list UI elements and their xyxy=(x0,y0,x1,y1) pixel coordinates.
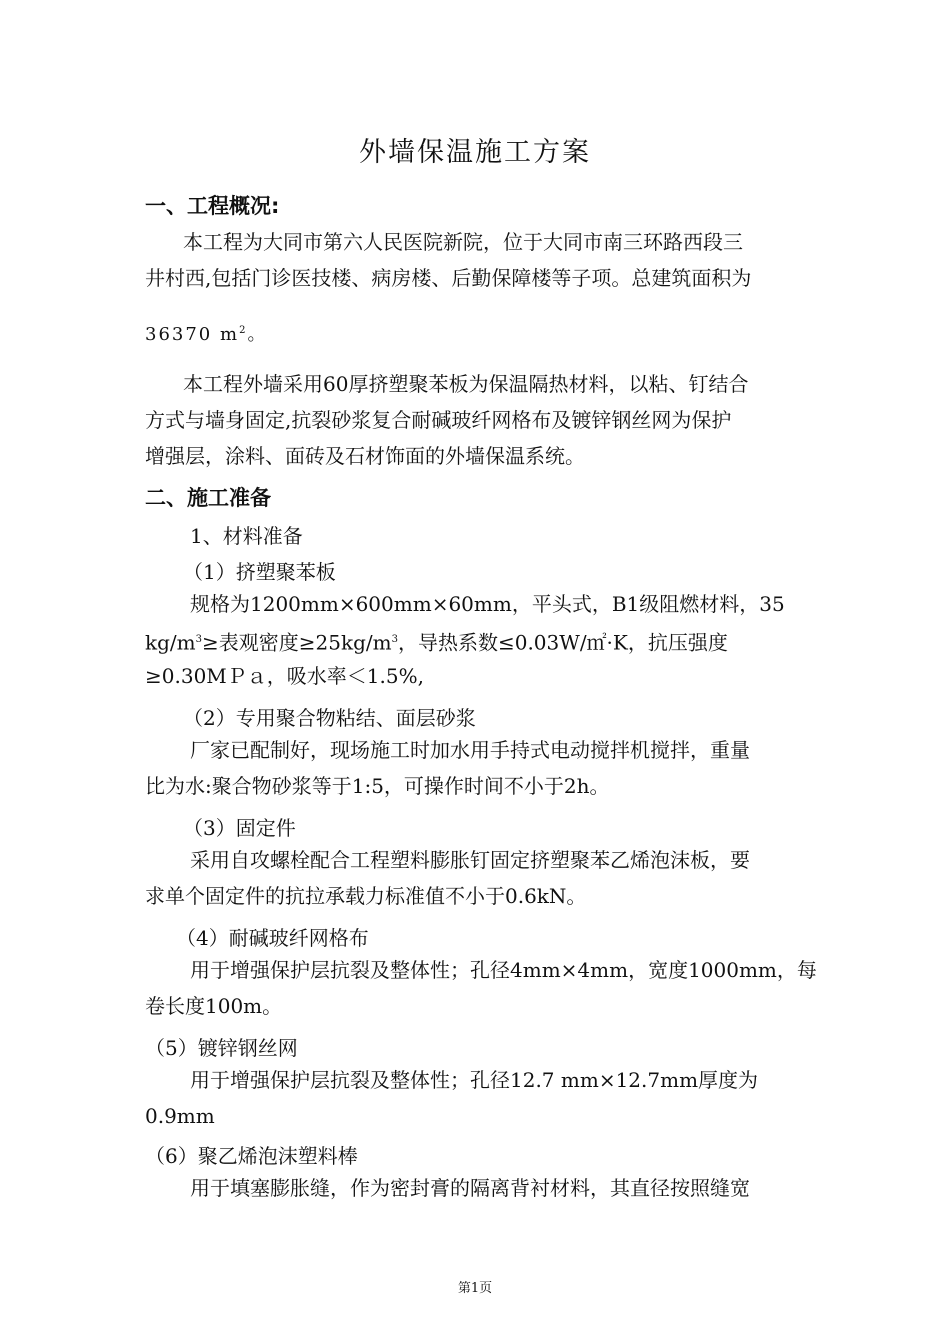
area-unit-exponent: 2 xyxy=(239,325,248,336)
area-value: 36370 m xyxy=(145,324,240,345)
exponent: 3 xyxy=(391,634,398,645)
text-fragment: kg/m xyxy=(145,630,196,655)
paragraph-line-density xyxy=(145,622,728,661)
paragraph-line: 比为水:聚合物砂浆等于1:5，可操作时间不小于2h。 xyxy=(145,774,610,798)
item-title: （4）耐碱玻纤网格布 xyxy=(176,926,369,950)
paragraph-line-area xyxy=(145,313,267,353)
page-number: 第1页 xyxy=(457,1281,493,1296)
paragraph-line: 增强层，涂料、面砖及石材饰面的外墙保温系统。 xyxy=(145,444,585,468)
paragraph-line: 规格为1200mm×600mm×60mm，平头式，B1级阻燃材料，35 xyxy=(190,592,785,616)
item-title: （6）聚乙烯泡沫塑料棒 xyxy=(145,1144,358,1168)
paragraph-line: 采用自攻螺栓配合工程塑料膨胀钉固定挤塑聚苯乙烯泡沫板，要 xyxy=(190,848,750,872)
subheading-materials: 1、材料准备 xyxy=(190,524,303,548)
paragraph-line: 本工程外墙采用60厚挤塑聚苯板为保温隔热材料，以粘、钉结合 xyxy=(183,372,749,396)
paragraph-line: 卷长度100m。 xyxy=(145,994,283,1018)
text-fragment: ，导热系数≤0.03W/㎡·K，抗压强度 xyxy=(397,630,728,655)
paragraph-line: 求单个固定件的抗拉承载力标准值不小于0.6kN。 xyxy=(145,884,587,908)
section-heading-preparation: 二、施工准备 xyxy=(145,486,271,510)
paragraph-line: 用于增强保护层抗裂及整体性；孔径4mm×4mm，宽度1000mm，每 xyxy=(190,958,817,982)
section-heading-overview: 一、工程概况: xyxy=(145,194,280,218)
item-title: （5）镀锌钢丝网 xyxy=(145,1036,298,1060)
paragraph-line: 用于增强保护层抗裂及整体性；孔径12.7 mm×12.7mm厚度为 xyxy=(190,1068,759,1092)
paragraph-line: 井村西,包括门诊医技楼、病房楼、后勤保障楼等子项。总建筑面积为 xyxy=(145,266,752,290)
paragraph-line: ≥0.30MＰａ，吸水率＜1.5%, xyxy=(145,664,424,688)
item-title: （1）挤塑聚苯板 xyxy=(183,560,336,584)
paragraph-line: 0.9mm xyxy=(145,1104,215,1128)
paragraph-line: 本工程为大同市第六人民医院新院，位于大同市南三环路西段三 xyxy=(183,230,743,254)
paragraph-line: 用于填塞膨胀缝，作为密封膏的隔离背衬材料，其直径按照缝宽 xyxy=(190,1176,750,1200)
item-title: （3）固定件 xyxy=(183,816,296,840)
paragraph-line: 方式与墙身固定,抗裂砂浆复合耐碱玻纤网格布及镀锌钢丝网为保护 xyxy=(145,408,732,432)
item-title: （2）专用聚合物粘结、面层砂浆 xyxy=(183,706,476,730)
document-title: 外墙保温施工方案 xyxy=(359,137,591,168)
paragraph-line: 厂家已配制好，现场施工时加水用手持式电动搅拌机搅拌，重量 xyxy=(190,738,750,762)
text-fragment: ≥表观密度≥25kg/m xyxy=(202,630,392,655)
exponent: 3 xyxy=(195,634,202,645)
area-tail: 。 xyxy=(247,324,268,345)
